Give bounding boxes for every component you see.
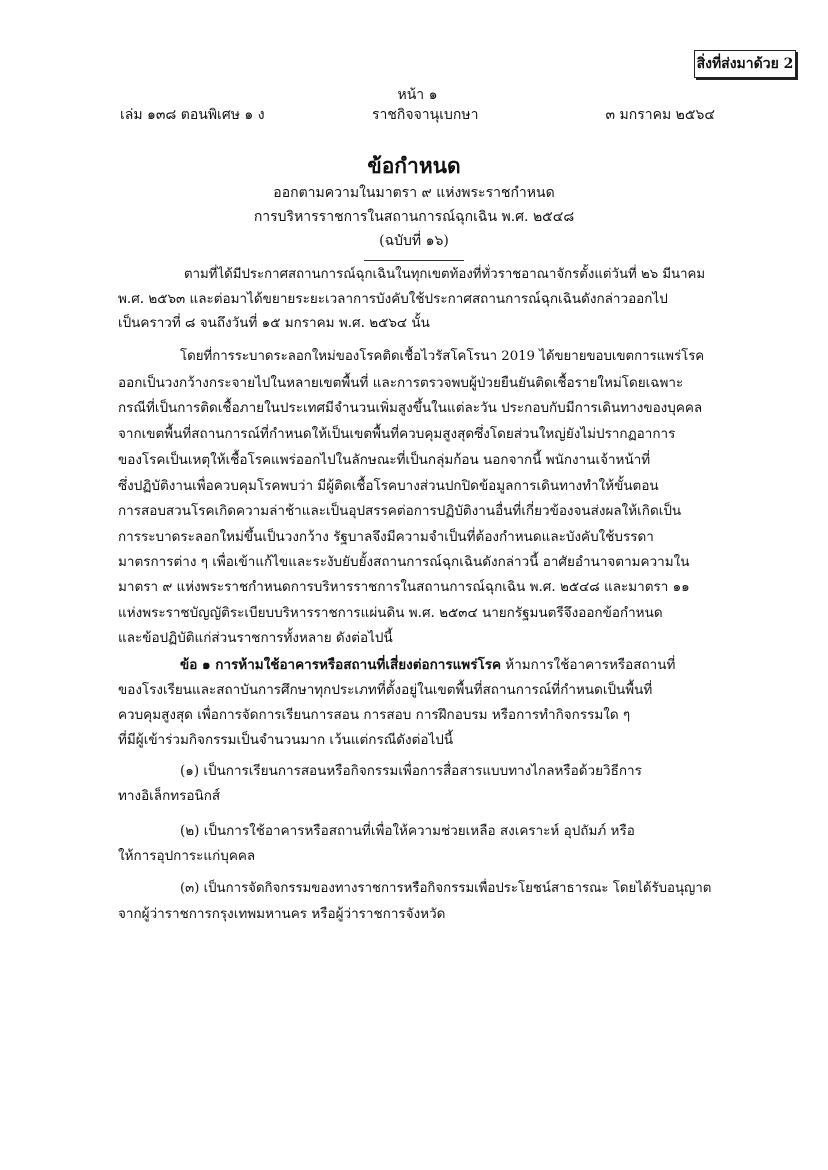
document-title: ข้อกำหนด [367, 153, 461, 178]
clause-1-line: ที่มีผู้เข้าร่วมกิจกรรมเป็นจำนวนมาก เว้นแต่กรณีดังต่อไปนี้ [118, 732, 454, 748]
clause-1-text: ห้ามการใช้อาคารหรือสถานที่ [505, 657, 676, 673]
exception-item-1-cont: ทางอิเล็กทรอนิกส์ [118, 788, 221, 804]
gazette-name: ราชกิจจานุเบกษา [372, 107, 479, 123]
clause-1-heading: ข้อ ๑ การห้ามใช้อาคารหรือสถานที่เสี่ยงต่อการแพร่โรค [180, 657, 501, 673]
paragraph-2-line: ออกเป็นวงกว้างกระจายไปในหลายเขตพื้นที่ และการตรวจพบผู้ป่วยยืนยันติดเชื้อรายใหม่โดยเฉพาะ [118, 375, 684, 391]
title-edition: (ฉบับที่ ๑๖) [379, 233, 449, 249]
title-subtitle-1: ออกตามความในมาตรา ๙ แห่งพระราชกำหนด [273, 185, 555, 201]
title-divider [364, 260, 464, 261]
paragraph-2-line: จากเขตพื้นที่สถานการณ์ที่กำหนดให้เป็นเขตพื้นที่ควบคุมสูงสุดซึ่งโดยส่วนใหญ่ยังไม่ปรากฏอาการ [118, 426, 676, 442]
gazette-header [120, 84, 715, 124]
paragraph-1-line: เป็นคราวที่ ๘ จนถึงวันที่ ๑๕ มกราคม พ.ศ. ๒๕๖๔ นั้น [118, 315, 430, 331]
exception-item-2: (๒) เป็นการใช้อาคารหรือสถานที่เพื่อให้ความช่วยเหลือ สงเคราะห์ อุปถัมภ์ หรือ [180, 823, 635, 839]
paragraph-2-line: โดยที่การระบาดระลอกใหม่ของโรคติดเชื้อไวรัสโคโรนา 2019 ได้ขยายขอบเขตการแพร่โรค [180, 349, 705, 364]
paragraph-2-line: มาตรา ๙ แห่งพระราชกำหนดการบริหารราชการในสถานการณ์ฉุกเฉิน พ.ศ. ๒๕๔๘ และมาตรา ๑๑ [118, 579, 690, 595]
exception-item-3: (๓) เป็นการจัดกิจกรรมของทางราชการหรือกิจกรรมเพื่อประโยชน์สาธารณะ โดยได้รับอนุญาต [180, 881, 712, 896]
attachment-tag: สิ่งที่ส่งมาด้วย 2 [694, 50, 796, 78]
paragraph-2-line: ของโรคเป็นเหตุให้เชื้อโรคแพร่ออกไปในลักษณะที่เป็นกลุ่มก้อน นอกจากนี้ พนักงานเจ้าหน้าที่ [118, 452, 651, 468]
exception-item-3-cont: จากผู้ว่าราชการกรุงเทพมหานคร หรือผู้ว่าราชการจังหวัด [118, 906, 446, 922]
paragraph-2-line: การสอบสวนโรคเกิดความล่าช้าและเป็นอุปสรรคต่อการปฏิบัติงานอื่นที่เกี่ยวข้องจนส่งผลให้เกิดเป็น [118, 503, 682, 519]
exception-item-1: (๑) เป็นการเรียนการสอนหรือกิจกรรมเพื่อการสื่อสารแบบทางไกลหรือด้วยวิธีการ [180, 763, 642, 779]
paragraph-2-line: กรณีที่เป็นการติดเชื้อภายในประเทศมีจำนวนเพิ่มสูงขึ้นในแต่ละวัน ประกอบกับมีการเดินทางของบุคคล [118, 400, 703, 416]
clause-1-line: ควบคุมสูงสุด เพื่อการจัดการเรียนการสอน การสอบ การฝึกอบรม หรือการทำกิจกรรมใด ๆ [118, 707, 631, 723]
paragraph-1-line: พ.ศ. ๒๕๖๓ และต่อมาได้ขยายระยะเวลาการบังคับใช้ประกาศสถานการณ์ฉุกเฉินดังกล่าวออกไป [118, 291, 668, 307]
clause-1-first-line [180, 656, 675, 674]
paragraph-1-line: ตามที่ได้มีประกาศสถานการณ์ฉุกเฉินในทุกเขตท้องที่ทั่วราชอาณาจักรตั้งแต่วันที่ ๒๖ มีนาคม [184, 267, 706, 282]
paragraph-2-line: การระบาดระลอกใหม่ขึ้นเป็นวงกว้าง รัฐบาลจึงมีความจำเป็นที่ต้องกำหนดและบังคับใช้บรรดา [118, 529, 654, 545]
paragraph-2-line: และข้อปฏิบัติแก่ส่วนราชการทั้งหลาย ดังต่อไปนี้ [118, 630, 393, 646]
title-subtitle-2: การบริหารราชการในสถานการณ์ฉุกเฉิน พ.ศ. ๒๕๔๘ [253, 209, 575, 225]
volume-info: เล่ม ๑๓๘ ตอนพิเศษ ๑ ง [120, 107, 265, 123]
publication-date: ๓ มกราคม ๒๕๖๔ [605, 107, 715, 123]
paragraph-2-line: มาตรการต่าง ๆ เพื่อเข้าแก้ไขและระงับยับยั้งสถานการณ์ฉุกเฉินดังกล่าวนี้ อาศัยอำนาจตามความใน [118, 554, 690, 570]
clause-1-line: ของโรงเรียนและสถาบันการศึกษาทุกประเภทที่ตั้งอยู่ในเขตพื้นที่สถานการณ์ที่กำหนดเป็นพื้นที่ [118, 682, 653, 698]
page-number: หน้า ๑ [397, 87, 438, 103]
exception-item-2-cont: ให้การอุปการะแก่บุคคล [118, 848, 256, 864]
paragraph-2-line: แห่งพระราชบัญญัติระเบียบบริหารราชการแผ่นดิน พ.ศ. ๒๕๓๔ นายกรัฐมนตรีจึงออกข้อกำหนด [118, 605, 663, 621]
paragraph-2-line: ซึ่งปฏิบัติงานเพื่อควบคุมโรคพบว่า มีผู้ติดเชื้อโรคบางส่วนปกปิดข้อมูลการเดินทางทำให้ขั้นตอน [118, 478, 659, 494]
